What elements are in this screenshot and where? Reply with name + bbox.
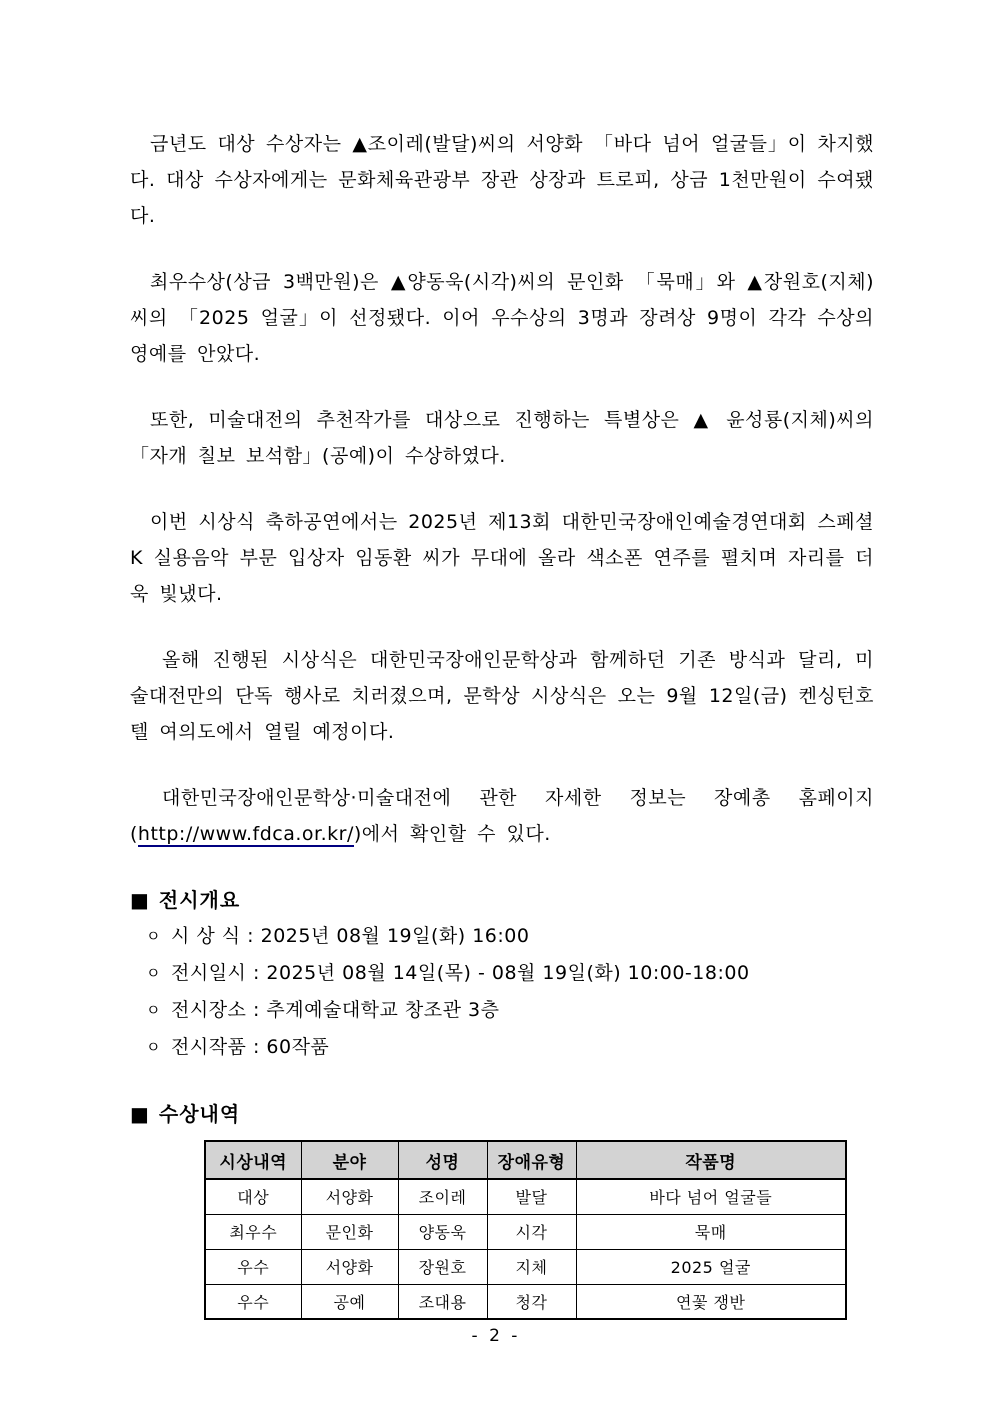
table-cell: 서양화 [301, 1249, 398, 1284]
table-cell: 우수 [205, 1249, 301, 1284]
table-header-row [205, 1141, 846, 1179]
table-cell: 연꽃 쟁반 [576, 1284, 846, 1319]
section-heading-exhibition-overview [130, 882, 874, 918]
table-cell: 2025 얼굴 [576, 1249, 846, 1284]
column-header-name: 성명 [398, 1141, 487, 1179]
black-square-icon: ■ [130, 1102, 150, 1126]
paragraph-ceremony-format: 올해 진행된 시상식은 대한민국장애인문학상과 함께하던 기존 방식과 달리, 미술대전만의 단독 행사로 치러졌으며, 문학상 시상식은 오는 9월 12일(금) 켄싱턴호텔 여의도에서 열릴 예정이다. [130, 649, 874, 743]
list-item-text: 전시작품 : 60작품 [171, 1036, 330, 1058]
list-item-text: 전시일시 : 2025년 08월 14일(목) - 08월 19일(화) 10:00-18:00 [171, 962, 750, 984]
table-cell: 장원호 [398, 1249, 487, 1284]
circle-bullet-icon: ㅇ [146, 964, 161, 982]
paragraph-special-award: 또한, 미술대전의 추천작가를 대상으로 진행하는 특별상은 ▲ 윤성룡(지체)씨의 「자개 칠보 보석함」(공예)이 수상하였다. [130, 409, 874, 467]
table-row [205, 1249, 846, 1284]
paragraph-congratulatory-performance: 이번 시상식 축하공연에서는 2025년 제13회 대한민국장애인예술경연대회 스페셜K 실용음악 부문 입상자 임동환 씨가 무대에 올라 색소폰 연주를 펼치며 자리를 더욱 빛냈다. [130, 511, 874, 605]
table-cell: 조대용 [398, 1284, 487, 1319]
section-heading-award-details [130, 1096, 874, 1132]
list-item-ceremony [130, 918, 874, 955]
table-cell: 묵매 [576, 1214, 846, 1249]
table-cell: 시각 [487, 1214, 576, 1249]
table-row [205, 1284, 846, 1319]
circle-bullet-icon: ㅇ [146, 1001, 161, 1019]
table-cell: 우수 [205, 1284, 301, 1319]
table-cell: 대상 [205, 1179, 301, 1214]
list-item-exhibition-venue [130, 992, 874, 1029]
column-header-work-title: 작품명 [576, 1141, 846, 1179]
section-title: 수상내역 [158, 1102, 241, 1126]
table-cell: 조이레 [398, 1179, 487, 1214]
table-cell: 최우수 [205, 1214, 301, 1249]
paragraph-grand-prize: 금년도 대상 수상자는 ▲조이레(발달)씨의 서양화 「바다 넘어 얼굴들」이 차지했다. 대상 수상자에게는 문화체육관광부 장관 상장과 트로피, 상금 1천만원이 수여됐다. [130, 133, 874, 227]
circle-bullet-icon: ㅇ [146, 1038, 161, 1056]
circle-bullet-icon: ㅇ [146, 927, 161, 945]
column-header-category: 분야 [301, 1141, 398, 1179]
website-link[interactable]: http://www.fdca.or.kr/ [137, 823, 354, 845]
list-item-exhibition-date [130, 955, 874, 992]
award-table [204, 1140, 847, 1320]
table-cell: 지체 [487, 1249, 576, 1284]
paragraph-top-excellence: 최우수상(상금 3백만원)은 ▲양동욱(시각)씨의 문인화 「묵매」와 ▲장원호(지체)씨의 「2025 얼굴」이 선정됐다. 이어 우수상의 3명과 장려상 9명이 각각 수상의 영예를 안았다. [130, 271, 874, 365]
list-item-text: 전시장소 : 추계예술대학교 창조관 3층 [171, 999, 500, 1021]
section-title: 전시개요 [158, 888, 241, 912]
exhibition-overview-list [130, 918, 874, 1066]
paragraph-website-info [130, 780, 874, 852]
website-info-prefix: 대한민국장애인문학상·미술대전에 관한 자세한 정보는 장예총 홈페이지( [130, 787, 874, 845]
table-cell: 문인화 [301, 1214, 398, 1249]
website-info-suffix: )에서 확인할 수 있다. [353, 823, 551, 845]
table-cell: 바다 넘어 얼굴들 [576, 1179, 846, 1214]
column-header-award: 시상내역 [205, 1141, 301, 1179]
list-item-text: 시 상 식 : 2025년 08월 19일(화) 16:00 [171, 925, 530, 947]
table-cell: 발달 [487, 1179, 576, 1214]
column-header-disability-type: 장애유형 [487, 1141, 576, 1179]
page-number: - 2 - [471, 1326, 521, 1346]
black-square-icon: ■ [130, 888, 150, 912]
list-item-exhibition-works [130, 1029, 874, 1066]
table-cell: 양동욱 [398, 1214, 487, 1249]
table-row [205, 1179, 846, 1214]
table-row [205, 1214, 846, 1249]
table-cell: 청각 [487, 1284, 576, 1319]
table-cell: 서양화 [301, 1179, 398, 1214]
table-cell: 공예 [301, 1284, 398, 1319]
